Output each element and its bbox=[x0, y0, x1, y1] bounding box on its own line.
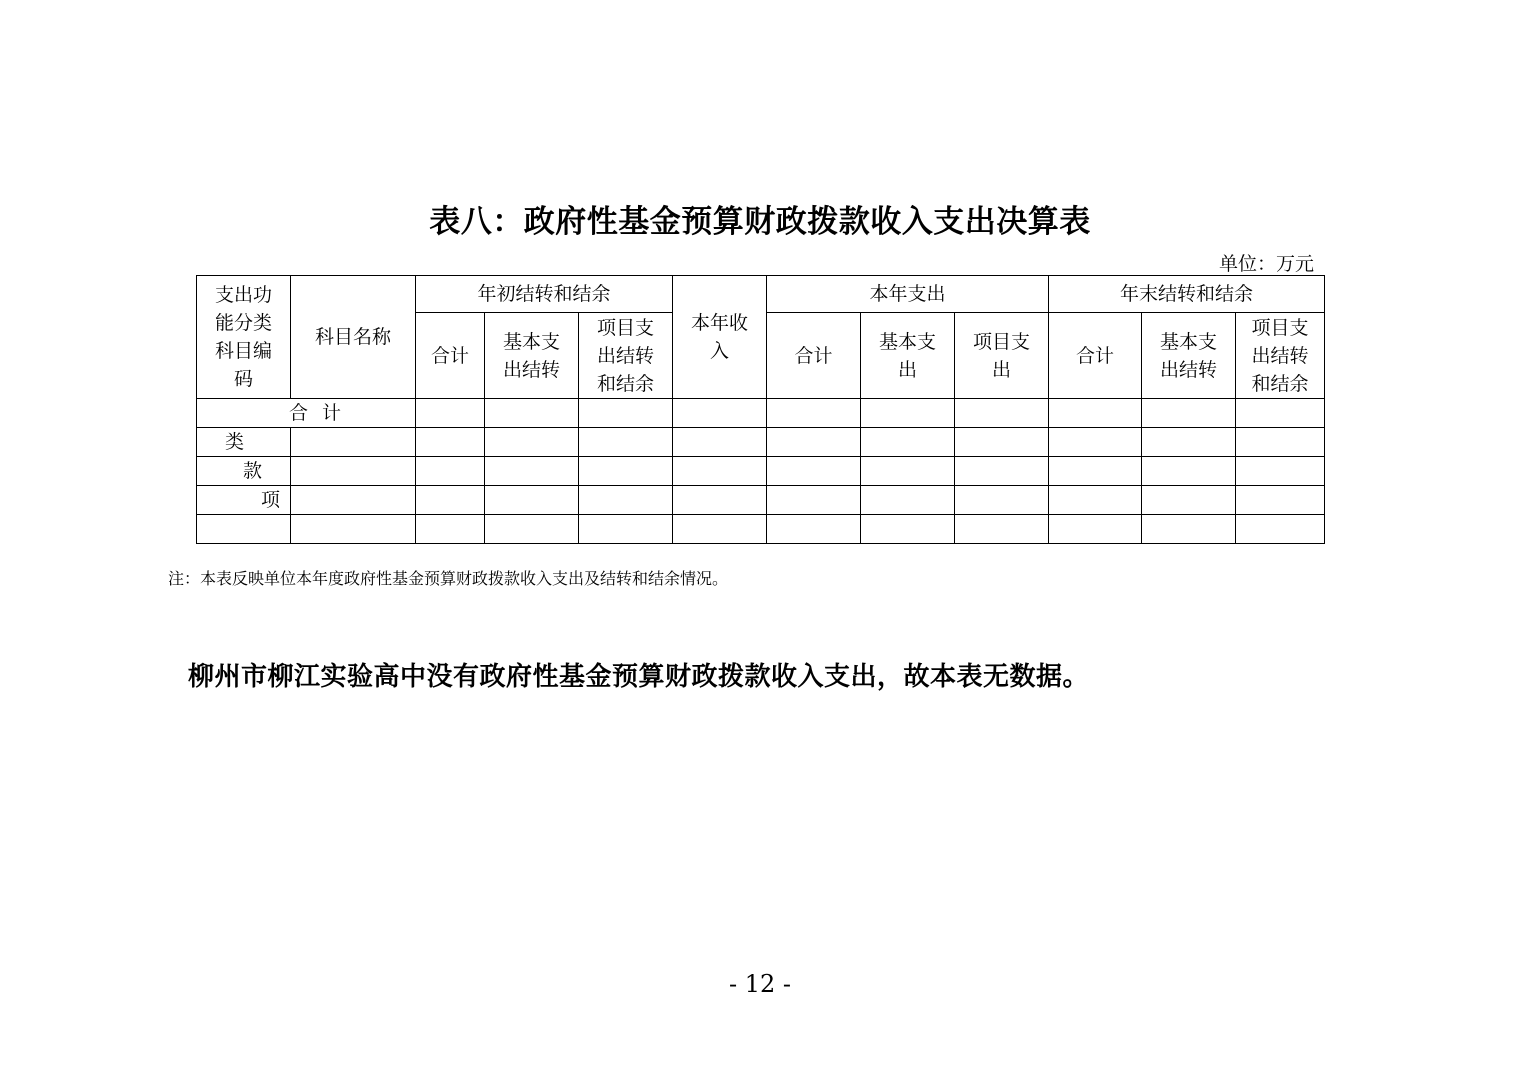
header-end-group: 年末结转和结余 bbox=[1049, 276, 1325, 313]
table-cell bbox=[1236, 486, 1325, 515]
header-current-income: 本年收入 bbox=[673, 276, 767, 399]
header-begin-group: 年初结转和结余 bbox=[416, 276, 673, 313]
table-note: 注：本表反映单位本年度政府性基金预算财政拨款收入支出及结转和结余情况。 bbox=[168, 569, 729, 588]
row-category-label: 类 bbox=[197, 428, 291, 457]
no-data-statement: 柳州市柳江实验高中没有政府性基金预算财政拨款收入支出，故本表无数据。 bbox=[188, 662, 1090, 692]
table-cell bbox=[1049, 399, 1142, 428]
table-cell bbox=[1049, 428, 1142, 457]
table-cell bbox=[861, 486, 955, 515]
table-cell bbox=[1142, 486, 1236, 515]
table-cell bbox=[416, 428, 485, 457]
table-cell bbox=[861, 428, 955, 457]
table-cell bbox=[291, 486, 416, 515]
table-cell bbox=[416, 486, 485, 515]
table-row-empty bbox=[197, 515, 1325, 544]
table-cell bbox=[1142, 399, 1236, 428]
table-cell bbox=[291, 428, 416, 457]
table-cell bbox=[955, 515, 1049, 544]
header-name: 科目名称 bbox=[291, 276, 416, 399]
table-cell bbox=[767, 515, 861, 544]
table-cell bbox=[485, 428, 579, 457]
header-expense-total: 合计 bbox=[767, 313, 861, 399]
table-cell bbox=[579, 428, 673, 457]
table-cell bbox=[1236, 457, 1325, 486]
header-row-1 bbox=[197, 276, 1325, 313]
row-section-label: 款 bbox=[197, 457, 291, 486]
header-expense-project: 项目支出 bbox=[955, 313, 1049, 399]
table-cell bbox=[1049, 486, 1142, 515]
table-cell bbox=[485, 515, 579, 544]
header-expense-basic: 基本支出 bbox=[861, 313, 955, 399]
table-row-item bbox=[197, 486, 1325, 515]
table-cell bbox=[955, 457, 1049, 486]
header-expense-group: 本年支出 bbox=[767, 276, 1049, 313]
table-cell bbox=[1142, 515, 1236, 544]
table-cell bbox=[955, 399, 1049, 428]
table-cell bbox=[1236, 428, 1325, 457]
table-cell bbox=[579, 486, 673, 515]
table-cell bbox=[1049, 515, 1142, 544]
table-cell bbox=[579, 515, 673, 544]
table-cell bbox=[861, 515, 955, 544]
table-cell bbox=[1236, 515, 1325, 544]
table-cell bbox=[767, 486, 861, 515]
table-cell bbox=[485, 486, 579, 515]
table-cell bbox=[416, 515, 485, 544]
table-cell bbox=[673, 399, 767, 428]
table-cell bbox=[291, 515, 416, 544]
page-number: - 12 - bbox=[728, 970, 791, 998]
table-cell bbox=[673, 515, 767, 544]
table-cell bbox=[579, 399, 673, 428]
table-cell bbox=[1236, 399, 1325, 428]
header-end-basic: 基本支出结转 bbox=[1142, 313, 1236, 399]
table-cell bbox=[955, 428, 1049, 457]
table-cell bbox=[673, 428, 767, 457]
table-row-total bbox=[197, 399, 1325, 428]
table-cell bbox=[1142, 457, 1236, 486]
table-cell bbox=[767, 428, 861, 457]
table-cell bbox=[861, 457, 955, 486]
table-cell bbox=[291, 457, 416, 486]
unit-label: 单位：万元 bbox=[1218, 253, 1314, 275]
table-cell bbox=[416, 399, 485, 428]
budget-table bbox=[196, 275, 1325, 544]
row-total-label: 合 计 bbox=[197, 399, 416, 428]
table-cell bbox=[767, 457, 861, 486]
document-title: 表八：政府性基金预算财政拨款收入支出决算表 bbox=[429, 204, 1091, 240]
table-row-section bbox=[197, 457, 1325, 486]
table-cell bbox=[416, 457, 485, 486]
table-cell bbox=[485, 457, 579, 486]
table-row-category bbox=[197, 428, 1325, 457]
table-cell bbox=[861, 399, 955, 428]
table-cell bbox=[1142, 428, 1236, 457]
header-begin-total: 合计 bbox=[416, 313, 485, 399]
table-cell bbox=[197, 515, 291, 544]
table-cell bbox=[955, 486, 1049, 515]
table-cell bbox=[673, 486, 767, 515]
table-cell bbox=[767, 399, 861, 428]
table-cell bbox=[579, 457, 673, 486]
table-cell bbox=[485, 399, 579, 428]
header-code: 支出功能分类科目编码 bbox=[197, 276, 291, 399]
table-cell bbox=[673, 457, 767, 486]
header-end-project: 项目支出结转和结余 bbox=[1236, 313, 1325, 399]
header-end-total: 合计 bbox=[1049, 313, 1142, 399]
header-begin-basic: 基本支出结转 bbox=[485, 313, 579, 399]
row-item-label: 项 bbox=[197, 486, 291, 515]
table-cell bbox=[1049, 457, 1142, 486]
header-begin-project: 项目支出结转和结余 bbox=[579, 313, 673, 399]
